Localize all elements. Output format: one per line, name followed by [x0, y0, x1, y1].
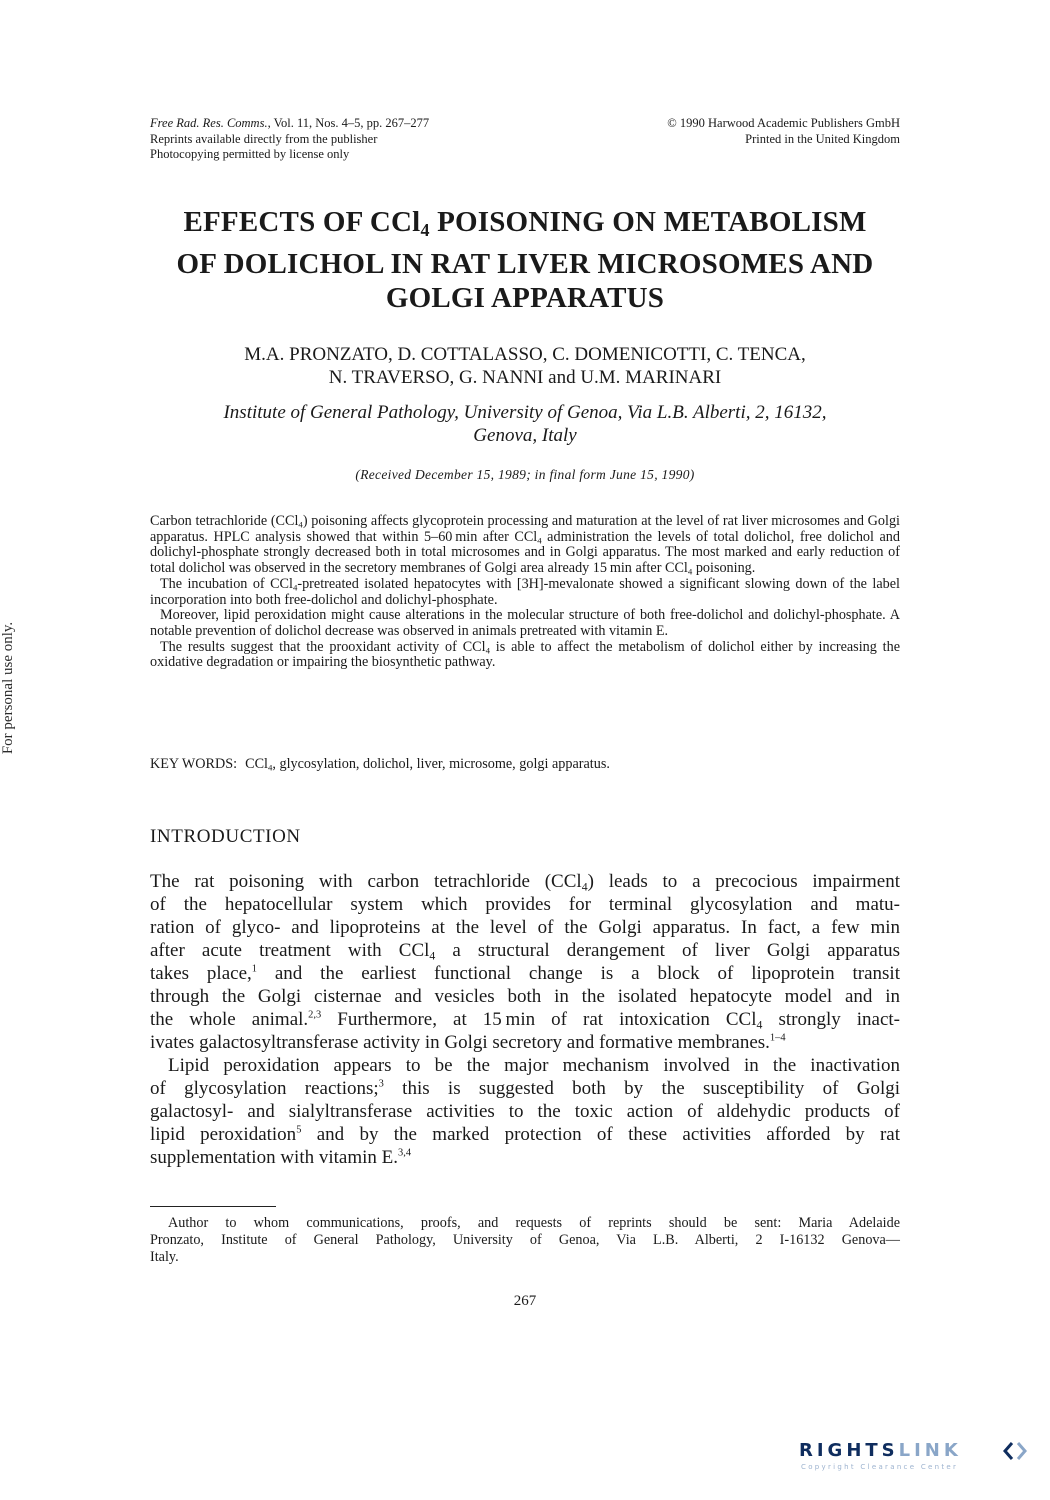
correspondence-footnote [150, 1215, 900, 1266]
body-text: lipid peroxidation [150, 1124, 297, 1145]
abstract-text: -pretreated isolated hepatocytes with [3H]-mevalonate showed a significant slowing down of the label incorporation into both free-dolichol and dolichyl-phosphate. [150, 575, 900, 608]
abstract-text: The results suggest that the prooxidant activity of CCl [160, 638, 486, 655]
body-line: Lipid peroxidation appears to be the major mechanism involved in the inactivation [168, 1055, 900, 1076]
logo-word-link: LINK [898, 1440, 962, 1461]
logo-wordmark [799, 1440, 962, 1461]
body-text: after acute treatment with CCl [150, 940, 430, 961]
authors-line-1: M.A. PRONZATO, D. COTTALASSO, C. DOMENICOTTI, C. TENCA, [244, 344, 806, 365]
citation-line [150, 116, 570, 132]
abstract-text: ) poisoning affects glycoprotein processing and maturation at the level of rat liver microsomes and Golgi apparatus. HPLC analysis showed that within 5–60 min after CCl [150, 513, 900, 545]
key-words-text: CCl [245, 756, 268, 772]
received-dates: (Received December 15, 1989; in final form June 15, 1990) [355, 467, 695, 482]
body-text: takes place, [150, 963, 252, 984]
abstract-text: administration the levels of total dolichol, free dolichol and dolichyl-phosphate strongly decreased both in total microsomes and in Golgi apparatus. The most marked and early reduction of total dolichol was observed in the secretory membranes of Golgi area already 15 min after CCl [150, 528, 900, 577]
affiliation [150, 401, 900, 447]
body-line: galactosyl- and sialyltransferase activities to the toxic action of aldehydic products of [150, 1101, 900, 1122]
logo-tagline: Copyright Clearance Center [801, 1463, 959, 1471]
citation-ref: 3 [378, 1078, 384, 1090]
citation-ref: 3,4 [398, 1147, 412, 1159]
body-text: of glycosylation reactions; [150, 1078, 379, 1099]
title-subscript: 4 [420, 220, 430, 241]
watermark-line-2: For personal use only. [0, 621, 16, 755]
subscript: 4 [537, 535, 542, 546]
subscript: 4 [756, 1018, 763, 1032]
subscript: 4 [292, 582, 298, 593]
download-watermark [0, 318, 37, 1058]
abstract-text: is able to affect the metabolism of dolichol either by increasing the oxidative degradation or impairing the biosynthetic pathway. [150, 638, 900, 671]
header-right [570, 116, 900, 147]
body-line [150, 870, 900, 893]
title-line-1 [150, 205, 900, 247]
page-number: 267 [513, 1293, 537, 1309]
subscript: 4 [298, 519, 303, 530]
body-text: ) leads to a precocious impairment [587, 871, 900, 892]
key-words-text: , glycosylation, dolichol, liver, microsome, golgi apparatus. [272, 756, 610, 772]
subscript: 4 [485, 645, 490, 656]
abstract-text: Carbon tetrachloride (CCl [150, 513, 299, 529]
subscript: 4 [267, 762, 273, 773]
title-line-2: OF DOLICHOL IN RAT LIVER MICROSOMES AND [176, 248, 874, 281]
authors-line-2: N. TRAVERSO, G. NANNI and U.M. MARINARI [328, 367, 722, 388]
body-text: a structural derangement of liver Golgi apparatus [435, 940, 900, 961]
body-text: and the earliest functional change is a block of lipoprotein transit [256, 963, 900, 984]
citation-ref: 1 [251, 963, 257, 975]
rightslink-logo [799, 1440, 1029, 1480]
title-text: EFFECTS OF CCl [183, 206, 421, 238]
subscript: 4 [581, 880, 588, 894]
abstract-paragraph: Moreover, lipid peroxidation might cause alterations in the molecular structure of both free-dolichol and dolichyl-phosphate. A notable prevention of dolichol decrease was observed in animals pretreated with vitamin E. [150, 607, 900, 639]
title-line-3: GOLGI APPARATUS [385, 282, 665, 315]
footnote-rule [150, 1206, 276, 1207]
body-text: Furthermore, at 15 min of rat intoxication CCl [321, 1009, 757, 1030]
body-line [150, 1008, 900, 1031]
body-line [150, 1146, 900, 1169]
footnote-line: Italy. [150, 1249, 179, 1265]
body-text: this is suggested both by the susceptibility of Golgi [383, 1078, 901, 1099]
key-words-label: KEY WORDS: [150, 756, 238, 772]
body-text: supplementation with vitamin E. [150, 1147, 399, 1168]
subscript: 4 [687, 566, 693, 577]
citation-ref: 2,3 [308, 1009, 322, 1021]
body-text: the whole animal. [150, 1009, 309, 1030]
citation-volume: , Vol. 11, Nos. 4–5, pp. 267–277 [267, 116, 430, 130]
body-line: of the hepatocellular system which provides for terminal glycosylation and matu- [150, 894, 900, 915]
body-line: ration of glyco- and lipoproteins at the level of the Golgi apparatus. In fact, a few min [150, 917, 900, 938]
reprints-note: Reprints available directly from the publisher [150, 131, 378, 146]
body-text: The rat poisoning with carbon tetrachloride (CCl [150, 871, 582, 892]
subscript: 4 [429, 949, 436, 963]
abstract-paragraph [150, 577, 900, 608]
body-line [150, 1077, 900, 1100]
article-title [150, 205, 900, 315]
abstract-text: The incubation of CCl [160, 575, 293, 592]
abstract-text: poisoning. [692, 560, 756, 577]
abstract-paragraph [150, 514, 900, 577]
affiliation-line-2: Genova, Italy [473, 425, 577, 446]
body-line: through the Golgi cisternae and vesicles both in the isolated hepatocyte model and in [150, 986, 900, 1007]
title-text: POISONING ON METABOLISM [429, 206, 867, 238]
authors [150, 343, 900, 389]
abstract-paragraph [150, 640, 900, 671]
body-text: and by the marked protection of these activities afforded by rat [301, 1124, 900, 1145]
body-line [150, 1123, 900, 1146]
key-words [150, 756, 900, 773]
introduction-body [150, 870, 900, 1169]
printed-in: Printed in the United Kingdom [745, 131, 900, 146]
footnote-line: Author to whom communications, proofs, and requests of reprints should be sent: Maria Adelaide [168, 1215, 900, 1231]
body-line [150, 962, 900, 985]
abstract [150, 514, 900, 671]
header-left [150, 116, 570, 163]
affiliation-line-1: Institute of General Pathology, University of Genoa, Via L.B. Alberti, 2, 16132, [223, 402, 827, 423]
chevron-logo-icon [1003, 1440, 1027, 1462]
footnote-line: Pronzato, Institute of General Pathology, University of Genoa, Via L.B. Alberti, 2 I-16132 Genova— [150, 1232, 900, 1248]
citation-ref: 5 [296, 1124, 302, 1136]
section-heading: INTRODUCTION [150, 826, 301, 847]
journal-name: Free Rad. Res. Comms. [150, 116, 268, 130]
body-text: ivates galactosyltransferase activity in Golgi secretory and formative membranes. [150, 1032, 770, 1053]
logo-word-rights: RIGHTS [799, 1440, 899, 1461]
body-text: strongly inact- [762, 1009, 901, 1030]
citation-ref: 1–4 [769, 1032, 786, 1044]
photocopying-note: Photocopying permitted by license only [150, 147, 350, 161]
copyright-notice: © 1990 Harwood Academic Publishers GmbH [667, 116, 900, 130]
body-line [150, 939, 900, 962]
body-line [150, 1031, 900, 1054]
